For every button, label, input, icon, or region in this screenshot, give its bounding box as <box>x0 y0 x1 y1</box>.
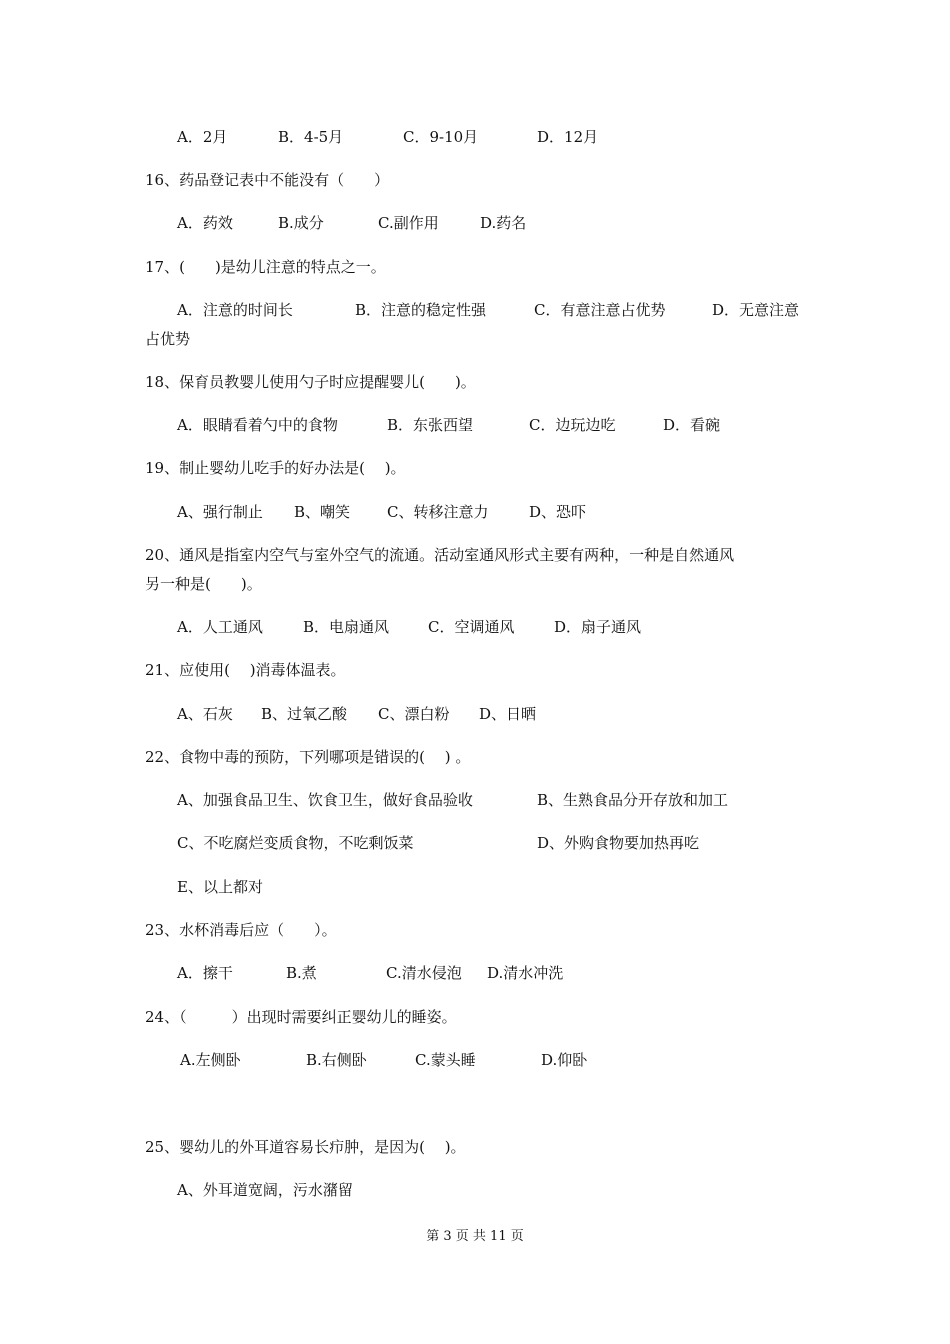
q24-option-c: C.蒙头睡 <box>415 1051 476 1069</box>
question-23-stem: 23、水杯消毒后应（ ）。 <box>145 921 337 939</box>
q16-option-b: B.成分 <box>278 214 324 232</box>
q22-option-d: D、外购食物要加热再吃 <box>537 834 700 852</box>
question-16-stem: 16、药品登记表中不能没有（ ） <box>145 171 390 189</box>
q22-option-c: C、不吃腐烂变质食物，不吃剩饭菜 <box>177 834 414 852</box>
q23-option-b: B.煮 <box>286 964 317 982</box>
q19-option-a: A、强行制止 <box>177 503 263 521</box>
question-17-stem: 17、( )是幼儿注意的特点之一。 <box>145 258 386 276</box>
q22-option-b: B、生熟食品分开存放和加工 <box>537 791 729 809</box>
q23-option-c: C.清水侵泡 <box>386 964 462 982</box>
question-21-stem: 21、应使用( )消毒体温表。 <box>145 661 346 679</box>
question-18-stem: 18、保育员教婴儿使用勺子时应提醒婴儿( )。 <box>145 373 476 391</box>
q22-option-e: E、以上都对 <box>177 878 263 896</box>
q17-option-b: B．注意的稳定性强 <box>355 301 487 319</box>
q21-option-a: A、石灰 <box>177 705 233 723</box>
q18-option-d: D．看碗 <box>663 416 721 434</box>
q15-option-a: A．2月 <box>177 128 228 146</box>
q23-option-d: D.清水冲洗 <box>487 964 564 982</box>
q15-option-b: B．4-5月 <box>278 128 344 146</box>
q17-option-c: C．有意注意占优势 <box>534 301 666 319</box>
q20-option-d: D．扇子通风 <box>554 618 642 636</box>
q24-option-b: B.右侧卧 <box>306 1051 367 1069</box>
question-20-stem: 20、通风是指室内空气与室外空气的流通。活动室通风形式主要有两种，一种是自然通风 <box>145 546 735 564</box>
q20-option-b: B．电扇通风 <box>303 618 390 636</box>
q19-option-c: C、转移注意力 <box>387 503 489 521</box>
q18-option-a: A．眼睛看着勺中的食物 <box>177 416 338 434</box>
question-25-stem: 25、婴幼儿的外耳道容易长疖肿，是因为( )。 <box>145 1138 466 1156</box>
q15-option-d: D．12月 <box>537 128 599 146</box>
q19-option-b: B、嘲笑 <box>294 503 351 521</box>
q16-option-a: A．药效 <box>177 214 233 232</box>
q18-option-b: B．东张西望 <box>387 416 474 434</box>
q16-option-c: C.副作用 <box>378 214 439 232</box>
q15-option-c: C．9-10月 <box>403 128 479 146</box>
q22-option-a: A、加强食品卫生、饮食卫生，做好食品验收 <box>177 791 473 809</box>
q20-option-c: C．空调通风 <box>428 618 515 636</box>
q17-option-a: A．注意的时间长 <box>177 301 293 319</box>
q21-option-d: D、日晒 <box>479 705 537 723</box>
q24-option-a: A.左侧卧 <box>180 1051 241 1069</box>
q19-option-d: D、恐吓 <box>529 503 587 521</box>
q16-option-d: D.药名 <box>480 214 527 232</box>
q24-option-d: D.仰卧 <box>541 1051 588 1069</box>
q23-option-a: A．擦干 <box>177 964 233 982</box>
q18-option-c: C．边玩边吃 <box>529 416 616 434</box>
question-20-stem-wrap: 另一种是( )。 <box>145 575 262 593</box>
question-19-stem: 19、制止婴幼儿吃手的好办法是( )。 <box>145 459 406 477</box>
q21-option-c: C、漂白粉 <box>378 705 450 723</box>
q17-option-d-wrap: 占优势 <box>145 330 191 348</box>
q20-option-a: A．人工通风 <box>177 618 263 636</box>
q25-option-a: A、外耳道宽阔，污水潴留 <box>177 1181 353 1199</box>
question-22-stem: 22、食物中毒的预防，下列哪项是错误的( ) 。 <box>145 748 471 766</box>
q17-option-d: D．无意注意 <box>712 301 800 319</box>
page-number: 第 3 页 共 11 页 <box>426 1229 524 1244</box>
question-24-stem: 24、（ ）出现时需要纠正婴幼儿的睡姿。 <box>145 1008 457 1026</box>
q21-option-b: B、过氧乙酸 <box>261 705 348 723</box>
